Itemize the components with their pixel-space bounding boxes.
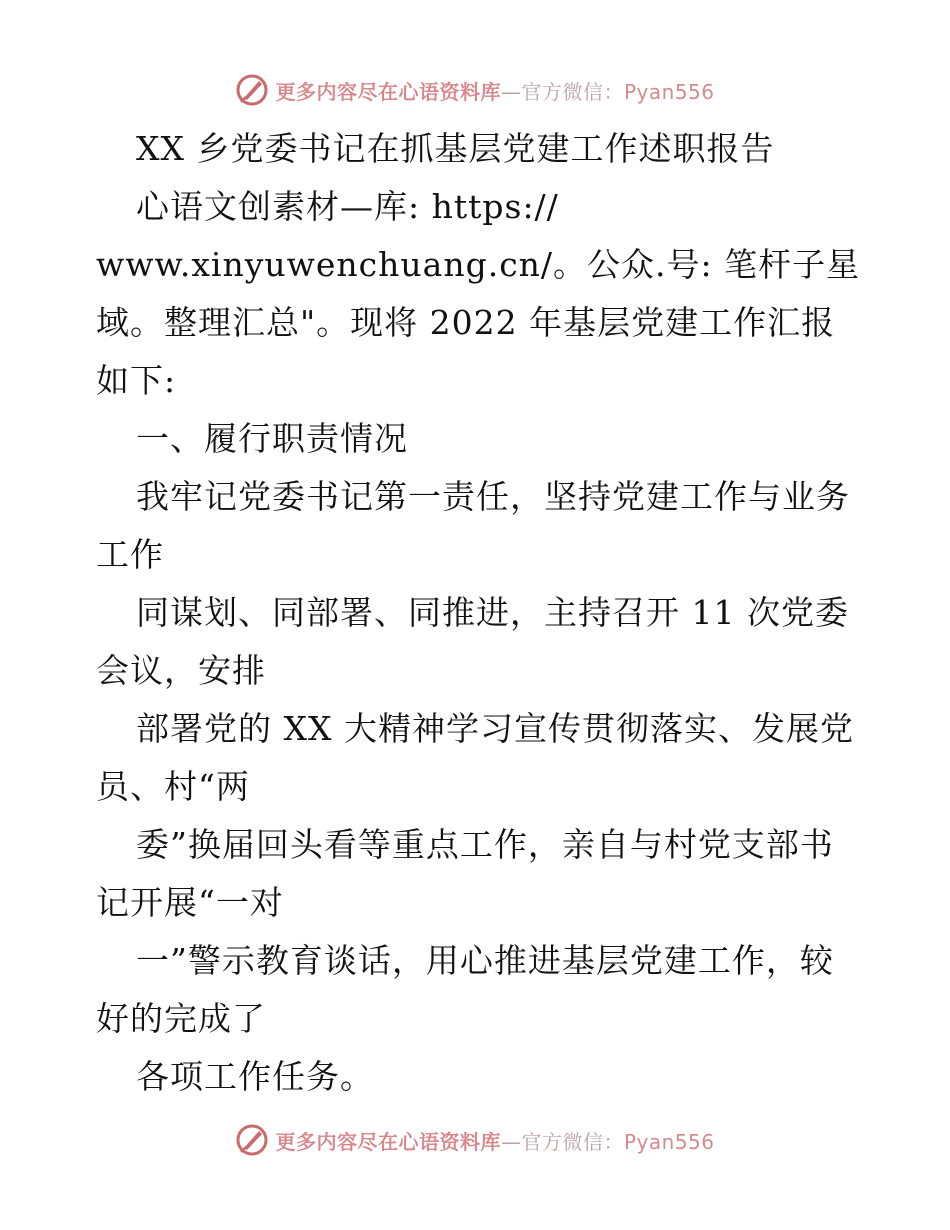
document-line: 域。整理汇总"。现将 2022 年基层党建工作汇报 [96, 303, 836, 342]
quill-pen-circle-icon [235, 1123, 269, 1157]
document-line: 同谋划、同部署、同推进，主持召开 11 次党委 [136, 593, 849, 632]
document-line: 一、履行职责情况 [136, 419, 408, 458]
document-line: 心语文创素材—库: https:// [136, 187, 559, 226]
watermark-tail: 官方微信： [521, 1129, 624, 1154]
footer-watermark [0, 1120, 950, 1160]
document-line: 会议，安排 [96, 651, 266, 690]
document-line: 记开展“一对 [96, 883, 284, 922]
watermark-dash: — [500, 1129, 522, 1154]
header-watermark [0, 70, 950, 110]
document-line: 好的完成了 [96, 999, 266, 1038]
watermark-wechat-id: Pyan556 [623, 79, 715, 104]
watermark-text [275, 76, 714, 105]
document-line: 部署党的 XX 大精神学习宣传贯彻落实、发展党 [136, 709, 854, 748]
watermark-text [275, 1126, 714, 1155]
watermark-wechat-id: Pyan556 [623, 1129, 715, 1154]
document-line: 各项工作任务。 [136, 1057, 374, 1096]
watermark-lead: 更多内容尽在心语资料库 [275, 1129, 501, 1154]
document-line: 如下: [96, 361, 177, 400]
document-line: 我牢记党委书记第一责任，坚持党建工作与业务 [136, 477, 850, 516]
watermark-dash: — [500, 79, 522, 104]
document-line: 工作 [96, 535, 164, 574]
watermark-tail: 官方微信： [521, 79, 624, 104]
document-line: XX 乡党委书记在抓基层党建工作述职报告 [136, 129, 775, 168]
document-line: 员、村“两 [96, 767, 250, 806]
quill-pen-circle-icon [235, 73, 269, 107]
document-line: 一”警示教育谈话，用心推进基层党建工作，较 [136, 941, 834, 980]
document-line: www.xinyuwenchuang.cn/。公众.号: 笔杆子星 [96, 245, 861, 284]
document-body [96, 120, 861, 1106]
document-line: 委”换届回头看等重点工作，亲自与村党支部书 [136, 825, 834, 864]
watermark-lead: 更多内容尽在心语资料库 [275, 79, 501, 104]
